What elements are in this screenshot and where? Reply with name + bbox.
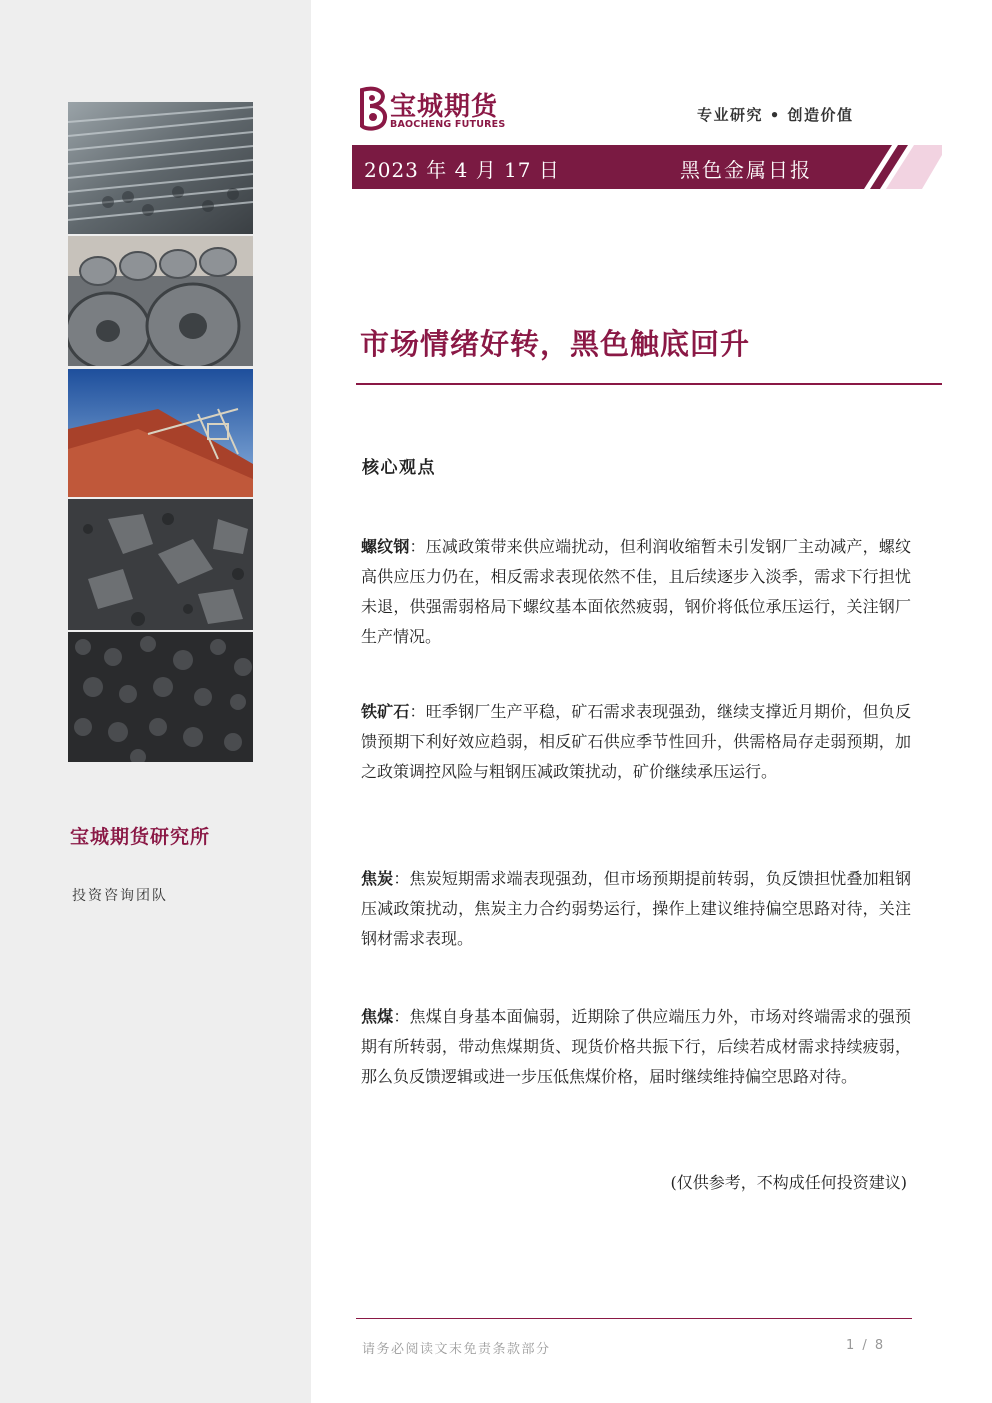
report-type: 黑色金属日报	[680, 158, 812, 182]
team-name: 投资咨询团队	[72, 888, 168, 904]
paragraph-lead: 焦煤	[361, 1007, 394, 1026]
paragraph-text: ：焦炭短期需求端表现强劲，但市场预期提前转弱，负反馈担忧叠加粗钢压减政策扰动，焦炭主力合约弱势运行，操作上建议维持偏空思路对待，关注钢材需求表现。	[361, 869, 911, 948]
coke-photo	[68, 632, 253, 762]
paragraph-lead: 铁矿石	[361, 702, 410, 721]
slogan: 专业研究 • 创造价值	[697, 106, 854, 124]
paragraph-lead: 焦炭	[361, 869, 394, 888]
logo-mark-icon	[356, 86, 392, 132]
company-logo	[356, 86, 526, 136]
coal-photo	[68, 499, 253, 630]
iron-ore-paragraph	[361, 697, 911, 787]
coking-coal-paragraph	[361, 1002, 911, 1092]
rebar-photo	[68, 102, 253, 234]
paragraph-text: ：焦煤自身基本面偏弱，近期除了供应端压力外，市场对终端需求的强预期有所转弱，带动焦煤期货、现货价格共振下行，后续若成材需求持续疲弱，那么负反馈逻辑或进一步压低焦煤价格，届时继续维持偏空思路对待。	[361, 1007, 911, 1086]
paragraph-text: ：压减政策带来供应端扰动，但利润收缩暂未引发钢厂主动减产，螺纹高供应压力仍在，相反需求表现依然不佳，且后续逐步入淡季，需求下行担忧未退，供强需弱格局下螺纹基本面依然疲弱，钢价将低位承压运行，关注钢厂生产情况。	[361, 537, 911, 646]
logo-text-en: BAOCHENG FUTURES	[390, 119, 506, 130]
logo-text-cn: 宝城期货	[390, 92, 499, 122]
date-banner	[352, 145, 942, 189]
paragraph-lead: 螺纹钢	[361, 537, 410, 556]
iron-ore-photo	[68, 369, 253, 497]
disclaimer: (仅供参考，不构成任何投资建议)	[670, 1173, 907, 1192]
section-heading: 核心观点	[362, 458, 436, 478]
title-divider	[356, 383, 942, 385]
page-number: 1 / 8	[846, 1338, 886, 1353]
footer-notice: 请务必阅读文末免责条款部分	[362, 1342, 551, 1357]
footer-divider	[356, 1318, 912, 1319]
institute-name: 宝城期货研究所	[70, 826, 211, 848]
coke-paragraph	[361, 864, 911, 954]
steel-coil-photo	[68, 236, 253, 366]
rebar-paragraph	[361, 532, 911, 652]
sidebar	[0, 0, 311, 1403]
report-title: 市场情绪好转，黑色触底回升	[360, 327, 751, 361]
report-date: 2023 年 4 月 17 日	[364, 158, 560, 182]
paragraph-text: ：旺季钢厂生产平稳，矿石需求表现强劲，继续支撑近月期价，但负反馈预期下利好效应趋弱，相反矿石供应季节性回升，供需格局存走弱预期，加之政策调控风险与粗钢压减政策扰动，矿价继续承压运行。	[361, 702, 911, 781]
